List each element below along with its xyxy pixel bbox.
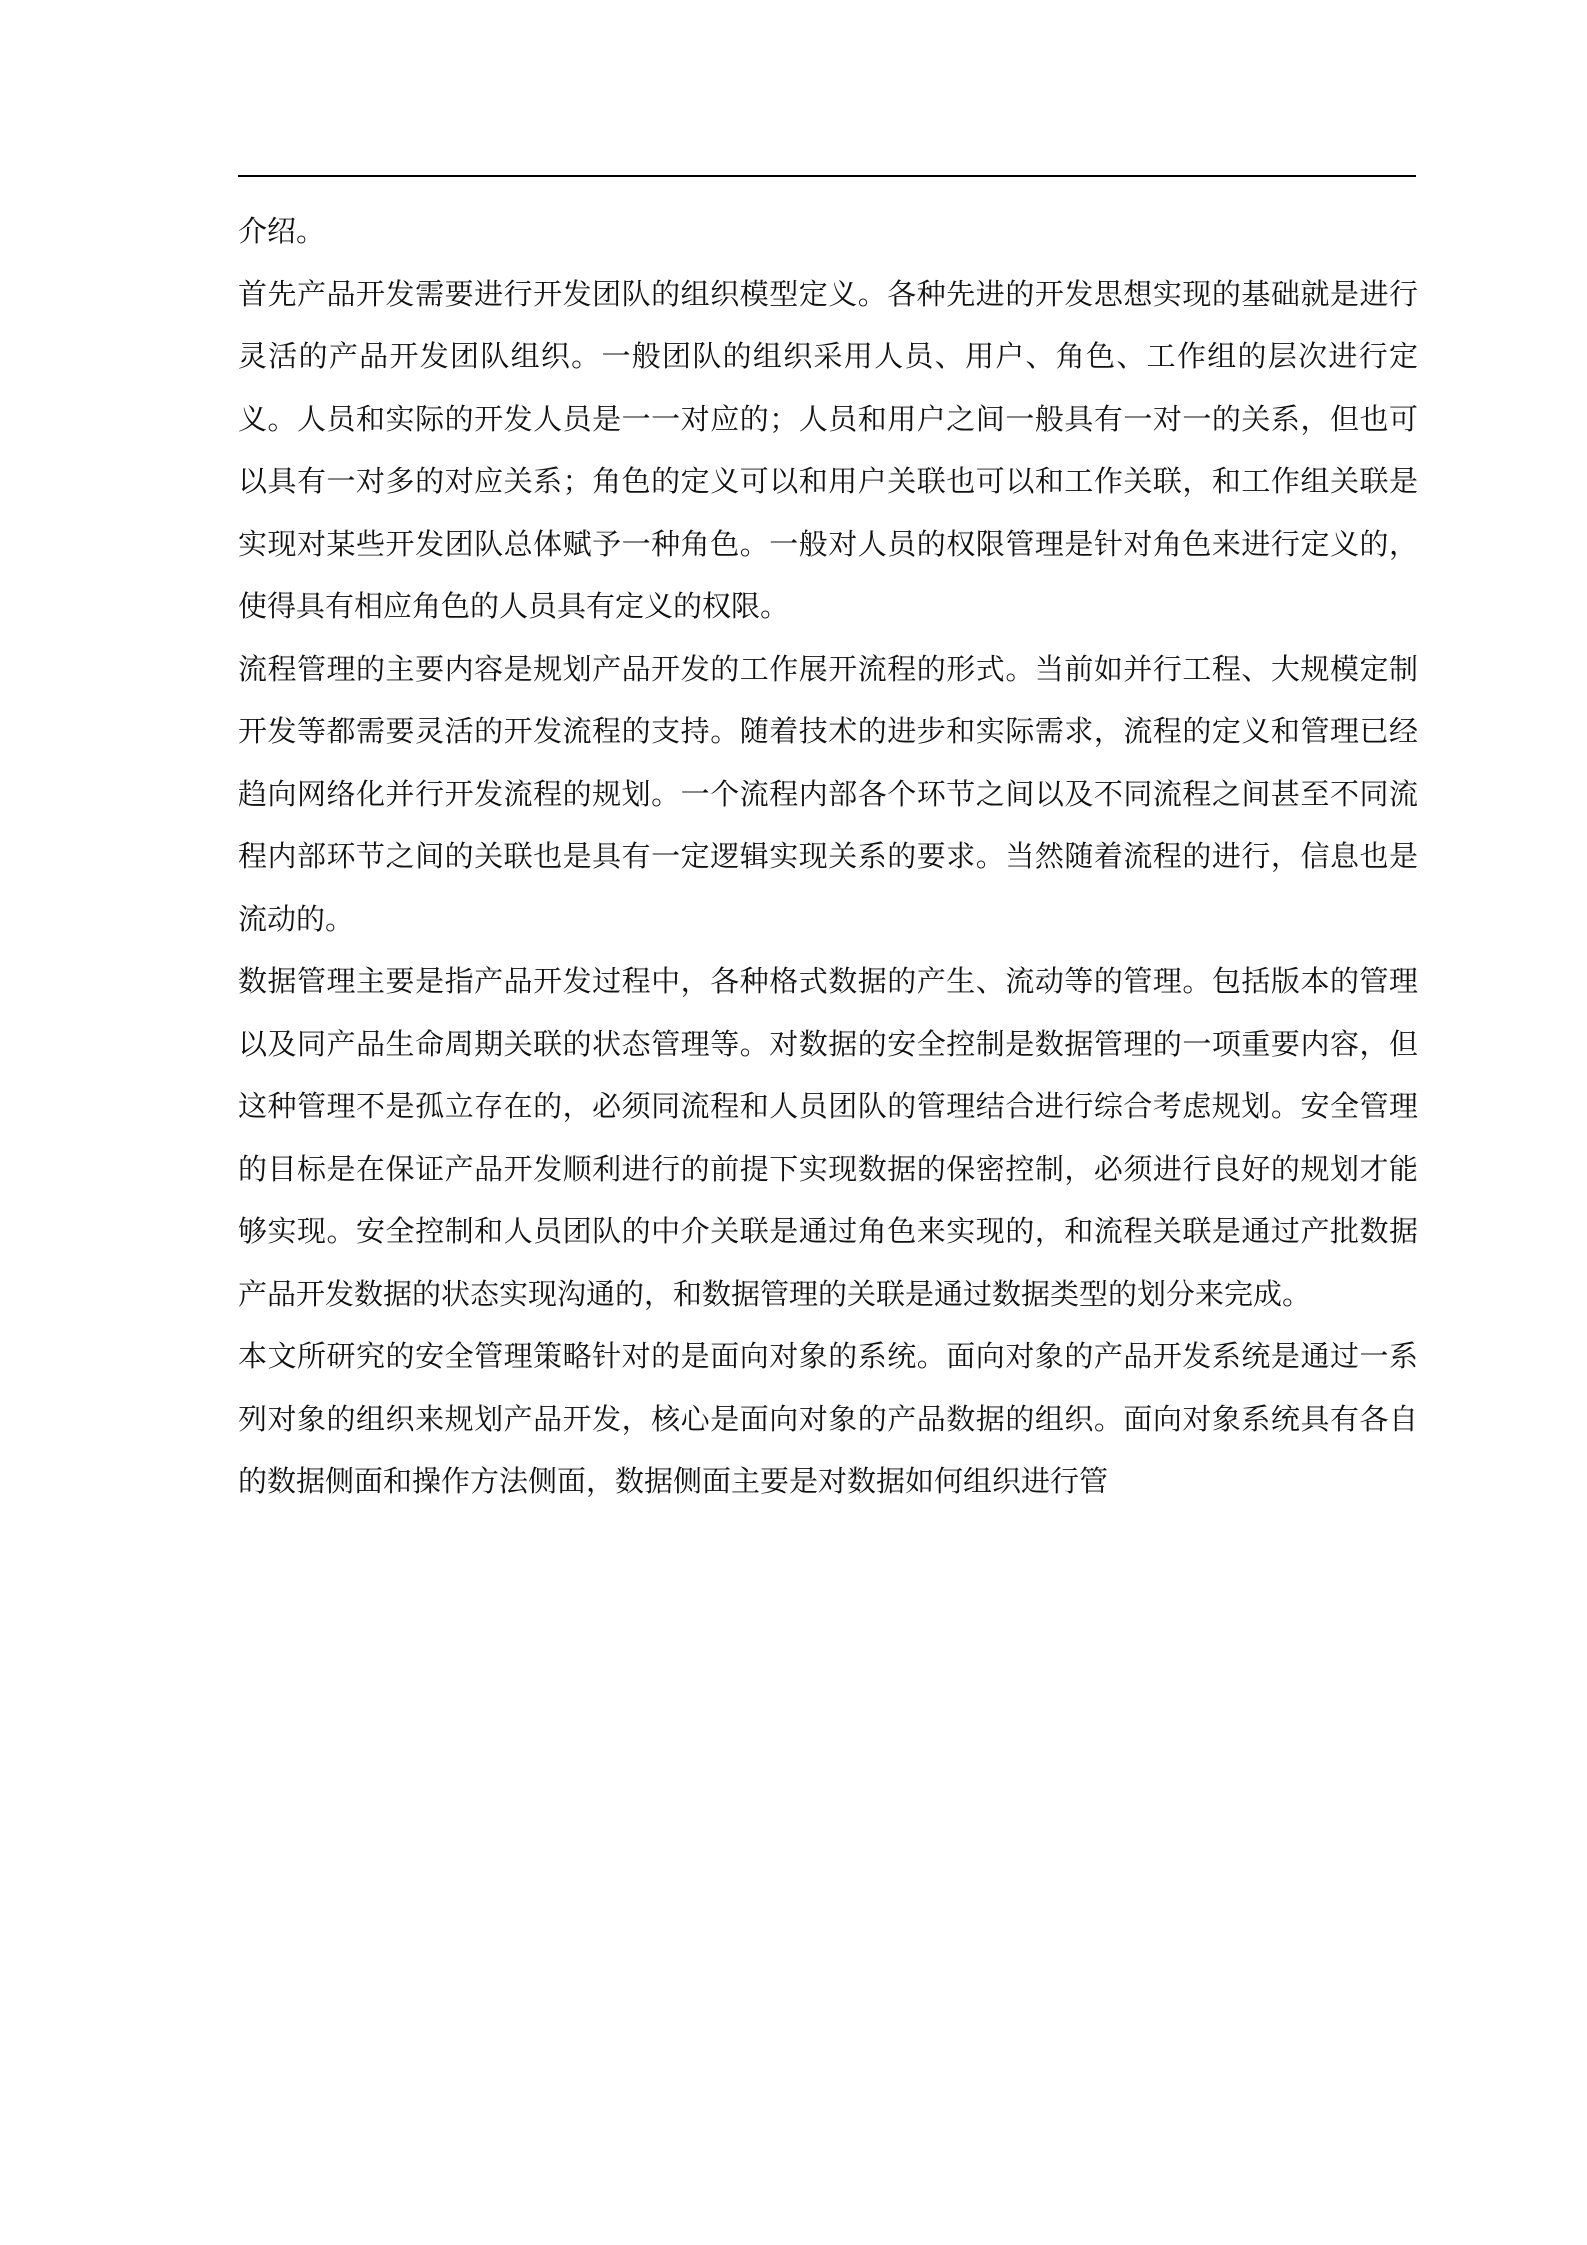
paragraph-continuation: 介绍。 (238, 214, 326, 248)
paragraph-process-management: 流程管理的主要内容是规划产品开发的工作展开流程的形式。当前如并行工程、大规模定制开发等都需要灵活的开发流程的支持。随着技术的进步和实际需求，流程的定义和管理已经趋向网络化并行开发流程的规划。一个流程内部各个环节之间以及不同流程之间甚至不同流程内部环节之间的关联也是具有一定逻辑实现关系的要求。当然随着流程的进行，信息也是流动的。 (238, 651, 1418, 936)
paragraph-data-management: 数据管理主要是指产品开发过程中，各种格式数据的产生、流动等的管理。包括版本的管理以及同产品生命周期关联的状态管理等。对数据的安全控制是数据管理的一项重要内容，但这种管理不是孤立存在的，必须同流程和人员团队的管理结合进行综合考虑规划。安全管理的目标是在保证产品开发顺利进行的前提下实现数据的保密控制，必须进行良好的规划才能够实现。安全控制和人员团队的中介关联是通过角色来实现的，和流程关联是通过产批数据产品开发数据的状态实现沟通的，和数据管理的关联是通过数据类型的划分来完成。 (238, 964, 1418, 1311)
paragraph-team-organization: 首先产品开发需要进行开发团队的组织模型定义。各种先进的开发思想实现的基础就是进行灵活的产品开发团队组织。一般团队的组织采用人员、用户、角色、工作组的层次进行定义。人员和实际的开发人员是一一对应的；人员和用户之间一般具有一对一的关系，但也可以具有一对多的对应关系；角色的定义可以和用户关联也可以和工作关联，和工作组关联是实现对某些开发团队总体赋予一种角色。一般对人员的权限管理是针对角色来进行定义的，使得具有相应角色的人员具有定义的权限。 (238, 276, 1418, 623)
paragraph-security-strategy: 本文所研究的安全管理策略针对的是面向对象的系统。面向对象的产品开发系统是通过一系列对象的组织来规划产品开发，核心是面向对象的产品数据的组织。面向对象系统具有各自的数据侧面和操作方法侧面，数据侧面主要是对数据如何组织进行管 (238, 1339, 1418, 1498)
header-rule (238, 175, 1416, 177)
body-text (238, 200, 1418, 1513)
